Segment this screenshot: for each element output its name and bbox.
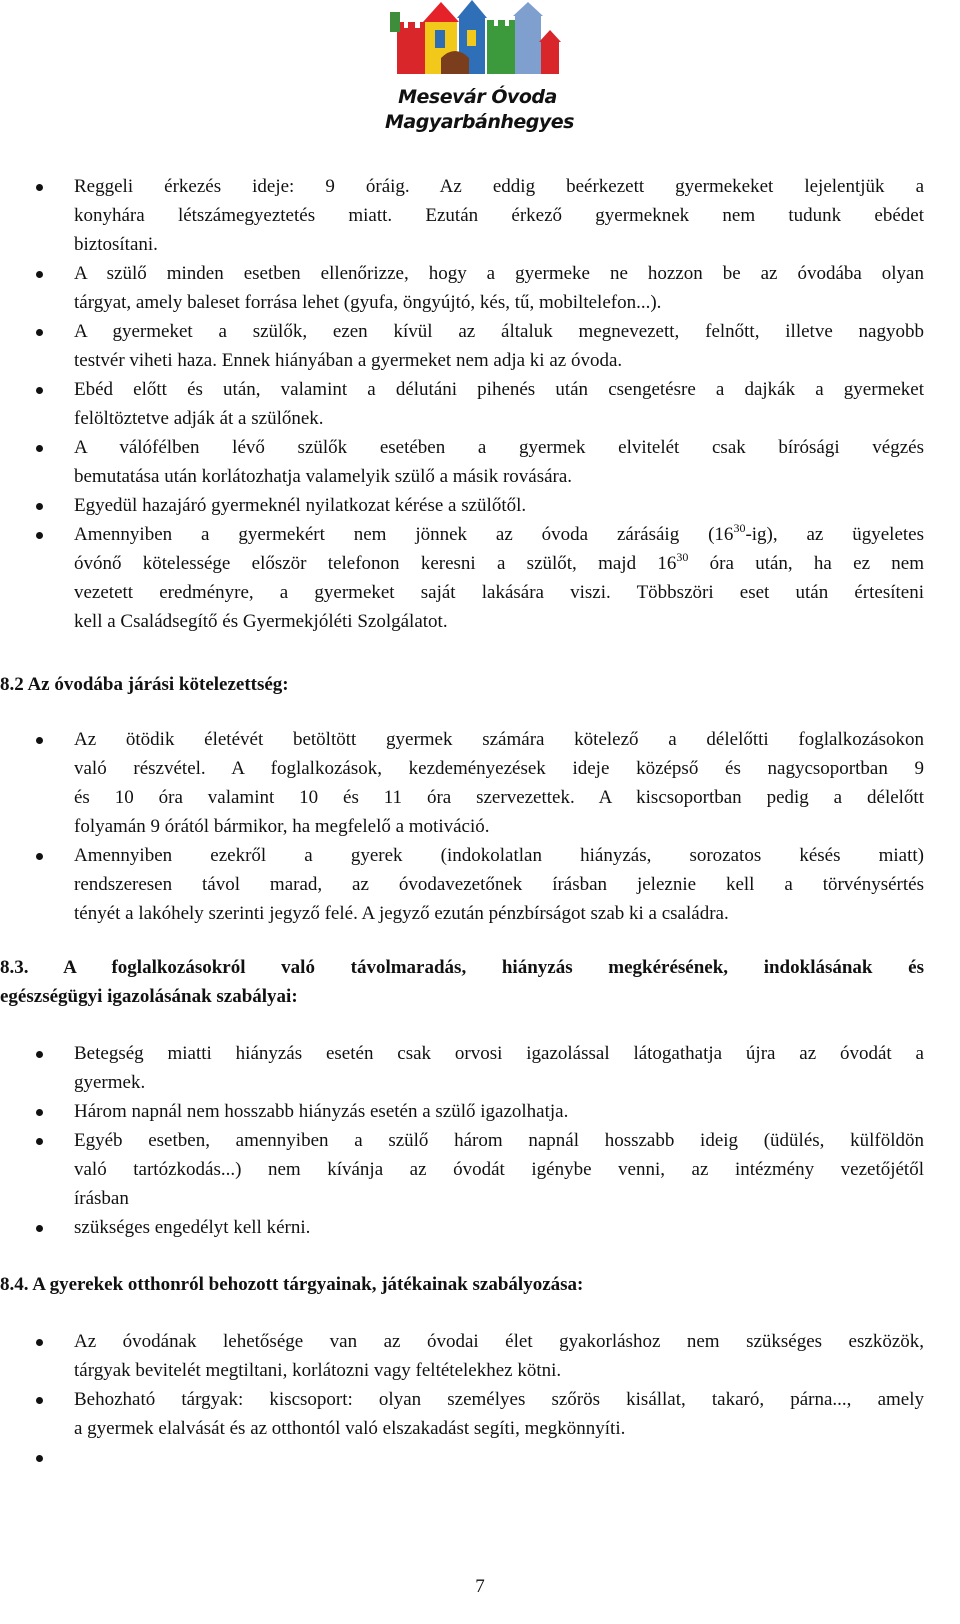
bullet-icon — [36, 387, 43, 394]
arrival-rules-list — [0, 172, 960, 636]
list-item: Az óvodának lehetősége van az óvodai élet gyakorláshoz nem szükséges eszközök, tárgyak bevitelét megtiltani, korlátozni vagy feltételekhez kötni. — [0, 1327, 960, 1385]
list-item: A szülő minden esetben ellenőrizze, hogy a gyermeke ne hozzon be az óvodába olyan tárgyat, amely baleset forrása lehet (gyufa, öngyújtó, kés, tű, mobiltelefon...). — [0, 259, 960, 317]
bullet-icon — [36, 329, 43, 336]
bullet-icon — [36, 184, 43, 191]
list-item: Behozható tárgyak: kiscsoport: olyan személyes szőrös kisállat, takaró, párna..., amely a gyermek elalvását és az otthontól való elszakadást segíti, megkönnyíti. — [0, 1385, 960, 1443]
page-number: 7 — [475, 1576, 485, 1597]
absence-rules-list — [0, 1039, 960, 1242]
logo-subtitle: Magyarbánhegyes — [385, 111, 574, 133]
bullet-icon — [36, 1455, 43, 1462]
bullet-icon — [36, 1138, 43, 1145]
list-item: Amennyiben ezekről a gyerek (indokolatlan hiányzás, sorozatos késés miatt) rendszeresen távol marad, az óvodavezetőnek írásban jeleznie kell a törvénysértés tényét a lakóhely szerinti jegyző felé. A jegyző ezután pénzbírságot szab ki a családra. — [0, 841, 960, 928]
list-item: Reggeli érkezés ideje: 9 óráig. Az eddig beérkezett gyermekeket lejelentjük a konyhára létszámegyeztetés miatt. Ezután érkező gyermeknek nem tudunk ebédet biztosítani. — [0, 172, 960, 259]
section-heading-8-2: 8.2 Az óvodába járási kötelezettség: — [0, 674, 289, 695]
bullet-icon — [36, 1397, 43, 1404]
list-item: Egyedül hazajáró gyermeknél nyilatkozat kérése a szülőtől. — [0, 491, 960, 520]
list-item: Három napnál nem hosszabb hiányzás esetén a szülő igazolhatja. — [0, 1097, 960, 1126]
section-heading-8-3: 8.3. A foglalkozásokról való távolmaradás, hiányzás megkérésének, indoklásának és egészségügyi igazolásának szabályai: — [0, 957, 924, 1007]
kindergarten-logo — [385, 0, 574, 140]
bullet-icon — [36, 1339, 43, 1346]
bullet-icon — [36, 1051, 43, 1058]
list-item: Amennyiben a gyermekért nem jönnek az óvoda zárásáig $(16^{30}-ig)$, az ügyeletes óvónő kötelessége először telefonon keresni a szülőt, majd $16^{30}$ óra után, ha ez nem vezetett eredményre, a gyermeket saját lakására viszi. Többszöri eset után értesíteni kell a Családsegítő és Gyermekjóléti Szolgálatot. — [0, 520, 960, 636]
items-from-home-list — [0, 1327, 960, 1472]
castle-logo-icon — [385, 0, 570, 86]
bullet-icon — [36, 1109, 43, 1116]
bullet-icon — [36, 271, 43, 278]
list-item: Egyéb esetben, amennyiben a szülő három napnál hosszabb ideig (üdülés, külföldön való tartózkodás...) nem kívánja az óvodát igénybe venni, az intézmény vezetőjétől írásban — [0, 1126, 960, 1213]
list-item: Ebéd előtt és után, valamint a délutáni pihenés után csengetésre a dajkák a gyermeket felöltöztetve adják át a szülőnek. — [0, 375, 960, 433]
list-item — [0, 1443, 960, 1472]
bullet-icon — [36, 532, 43, 539]
list-item: A gyermeket a szülők, ezen kívül az általuk megnevezett, felnőtt, illetve nagyobb testvér viheti haza. Ennek hiányában a gyermeket nem adja ki az óvoda. — [0, 317, 960, 375]
list-item: Betegség miatti hiányzás esetén csak orvosi igazolással látogathatja újra az óvodát a gyermek. — [0, 1039, 960, 1097]
bullet-icon — [36, 1225, 43, 1232]
bullet-icon — [36, 445, 43, 452]
attendance-obligation-list — [0, 725, 960, 928]
logo-title: Mesevár Óvoda — [398, 86, 557, 108]
list-item: szükséges engedélyt kell kérni. — [0, 1213, 960, 1242]
list-item: Az ötödik életévét betöltött gyermek számára kötelező a délelőtti foglalkozásokon való részvétel. A foglalkozások, kezdeményezések ideje középső és nagycsoportban 9 és 10 óra valamint 10 és 11 óra szervezettek. A kiscsoportban pedig a délelőtt folyamán 9 órától bármikor, ha megfelelő a motiváció. — [0, 725, 960, 841]
list-item: A válófélben lévő szülők esetében a gyermek elvitelét csak bírósági végzés bemutatása után korlátozhatja valamelyik szülő a másik rovására. — [0, 433, 960, 491]
section-heading-8-4: 8.4. A gyerekek otthonról behozott tárgyainak, játékainak szabályozása: — [0, 1274, 584, 1295]
bullet-icon — [36, 853, 43, 860]
bullet-icon — [36, 503, 43, 510]
bullet-icon — [36, 737, 43, 744]
